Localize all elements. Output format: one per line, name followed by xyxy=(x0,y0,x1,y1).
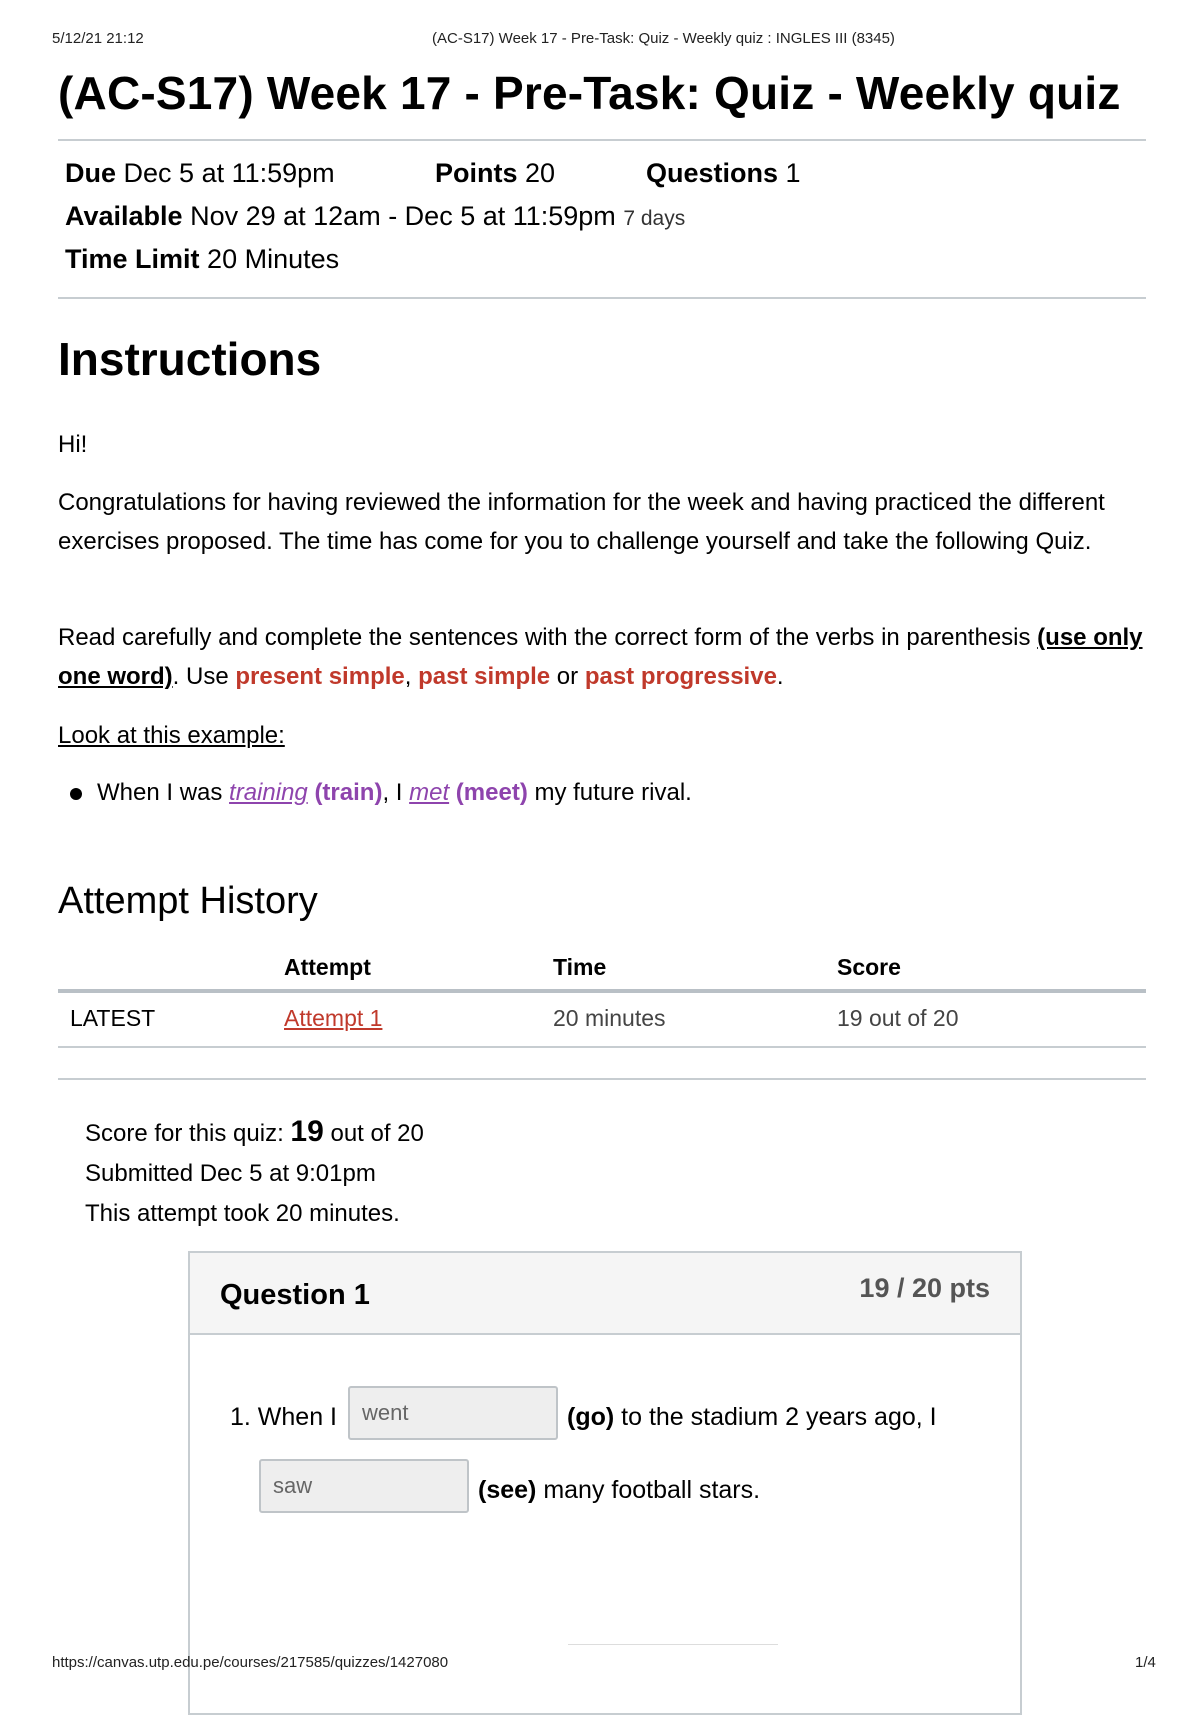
tense-present-simple: present simple xyxy=(235,663,405,690)
ex-verb-meet: (meet) xyxy=(455,779,528,806)
table-header-row xyxy=(58,948,1146,991)
time-limit-label: Time Limit xyxy=(65,244,200,274)
p2-use: . Use xyxy=(172,663,236,690)
score-suffix: out of 20 xyxy=(323,1120,424,1147)
footer-page-number: 1/4 xyxy=(1135,1654,1156,1671)
p2-prefix: Read carefully and complete the sentences with the correct form of the verbs in parenthesis xyxy=(58,624,1038,651)
time-limit-info xyxy=(65,244,339,275)
score-summary xyxy=(85,1112,424,1234)
available-info xyxy=(65,201,685,232)
ex-answer-met: met xyxy=(409,779,450,806)
footer-url: https://canvas.utp.edu.pe/courses/217585/quizzes/1427080 xyxy=(52,1654,449,1671)
bullet-icon xyxy=(70,788,82,800)
points-value: 20 xyxy=(525,158,556,188)
due-value: Dec 5 at 11:59pm xyxy=(123,158,335,188)
due-label: Due xyxy=(65,158,117,188)
greeting-text: Hi! xyxy=(58,431,88,458)
instructions-tenses-paragraph xyxy=(58,618,1148,696)
score-value: 19 xyxy=(290,1115,324,1148)
question-header xyxy=(190,1253,1020,1335)
questions-value: 1 xyxy=(785,158,801,188)
question-line2-rest xyxy=(478,1476,760,1505)
question-line1-prefix: 1. When I xyxy=(230,1403,337,1431)
p2-or: or xyxy=(550,663,585,690)
divider xyxy=(58,297,1146,299)
col-header-score: Score xyxy=(825,948,1146,991)
attempt-time: 20 minutes xyxy=(541,991,825,1047)
question-line1-rest xyxy=(567,1403,937,1432)
example-sentence xyxy=(97,773,1097,812)
line2-suffix: many football stars. xyxy=(536,1476,761,1504)
col-header-status xyxy=(58,948,272,991)
attempt-history-table xyxy=(58,948,1146,1048)
col-header-time: Time xyxy=(541,948,825,991)
points-info xyxy=(435,158,555,189)
ex-answer-training: training xyxy=(229,779,308,806)
attempt-score: 19 out of 20 xyxy=(825,991,1146,1047)
answer-input-2[interactable]: saw xyxy=(259,1459,469,1513)
tense-past-progressive: past progressive xyxy=(584,663,777,690)
ex-part2: , I xyxy=(382,779,410,806)
ex-part1: When I was xyxy=(97,779,230,806)
table-row xyxy=(58,991,1146,1047)
example-label: Look at this example: xyxy=(58,722,285,749)
print-title: (AC-S17) Week 17 - Pre-Task: Quiz - Weekly quiz : INGLES III (8345) xyxy=(432,30,895,47)
available-days: 7 days xyxy=(623,207,686,230)
questions-label: Questions xyxy=(646,158,779,188)
divider xyxy=(58,139,1146,141)
submitted-text: Submitted Dec 5 at 9:01pm xyxy=(85,1160,376,1187)
verb-go: (go) xyxy=(567,1403,615,1431)
points-label: Points xyxy=(435,158,518,188)
question-points: 19 / 20 pts xyxy=(859,1273,990,1303)
due-info xyxy=(65,158,335,189)
ex-verb-train: (train) xyxy=(314,779,383,806)
divider xyxy=(58,1078,1146,1080)
questions-info xyxy=(646,158,801,189)
attempt-link[interactable]: Attempt 1 xyxy=(284,1005,383,1031)
divider xyxy=(568,1644,778,1645)
answer-input-1[interactable]: went xyxy=(348,1386,558,1440)
p2-end: . xyxy=(776,663,784,690)
one-word-emphasis: (use only one word) xyxy=(58,624,1143,690)
col-header-attempt: Attempt xyxy=(272,948,541,991)
time-limit-value: 20 Minutes xyxy=(207,244,340,274)
duration-text: This attempt took 20 minutes. xyxy=(85,1200,400,1227)
ex-part3: my future rival. xyxy=(527,779,692,806)
line1-suffix: to the stadium 2 years ago, I xyxy=(614,1403,937,1431)
available-label: Available xyxy=(65,201,183,231)
score-prefix: Score for this quiz: xyxy=(85,1120,291,1147)
available-value: Nov 29 at 12am - Dec 5 at 11:59pm xyxy=(190,201,616,231)
verb-see: (see) xyxy=(478,1476,537,1504)
instructions-heading: Instructions xyxy=(58,333,322,385)
tense-past-simple: past simple xyxy=(418,663,551,690)
attempt-status: LATEST xyxy=(58,991,272,1047)
instructions-paragraph: Congratulations for having reviewed the information for the week and having practiced the different exercises proposed. The time has come for you to challenge yourself and take the following Quiz. xyxy=(58,489,1105,555)
print-date: 5/12/21 21:12 xyxy=(52,30,144,47)
attempt-history-heading: Attempt History xyxy=(58,880,318,922)
p2-comma: , xyxy=(404,663,419,690)
question-title: Question 1 xyxy=(220,1279,370,1311)
score-line xyxy=(85,1112,424,1154)
page-title: (AC-S17) Week 17 - Pre-Task: Quiz - Weekly quiz xyxy=(58,67,1121,119)
